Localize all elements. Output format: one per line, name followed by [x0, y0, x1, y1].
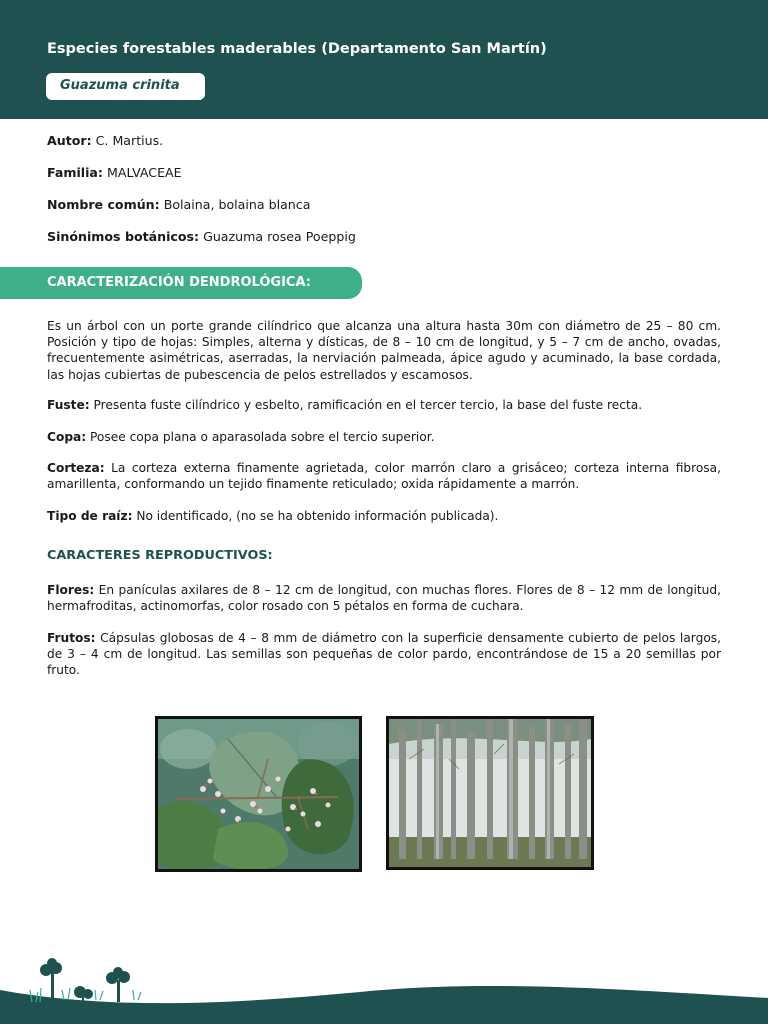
- copa-paragraph: [47, 429, 721, 445]
- nombre-comun-value: Bolaina, bolaina blanca: [159, 197, 311, 212]
- corteza-paragraph: [47, 460, 721, 492]
- copa-label: Copa:: [47, 430, 87, 444]
- page-header: [0, 0, 768, 119]
- raiz-paragraph: [47, 508, 721, 524]
- autor-label: Autor:: [47, 133, 92, 148]
- footer-decoration: [0, 950, 768, 1024]
- copa-text: Posee copa plana o aparasolada sobre el tercio superior.: [86, 430, 435, 444]
- familia-value: MALVACEAE: [102, 165, 182, 180]
- trees-silhouette-icon: [40, 958, 130, 1004]
- autor-value: C. Martius.: [91, 133, 164, 148]
- raiz-text: No identificado, (no se ha obtenido información publicada).: [132, 509, 499, 523]
- dendrologica-heading: CARACTERIZACIÓN DENDROLÓGICA:: [47, 275, 311, 290]
- flores-paragraph: [47, 582, 721, 614]
- leaves-flowers-image: [158, 719, 359, 869]
- familia-label: Familia:: [47, 165, 103, 180]
- sinonimos-value: Guazuma rosea Poeppig: [199, 229, 356, 244]
- corteza-text: La corteza externa finamente agrietada, color marrón claro a grisáceo; corteza interna fibrosa, amarillenta, conformando un tejido finamente reticulado; oxida rápidamente a marrón.: [47, 461, 721, 492]
- leaves-flowers-photo: [155, 716, 362, 872]
- nombre-comun-line: [47, 197, 310, 212]
- fuste-text: Presenta fuste cilíndrico y esbelto, ramificación en el tercer tercio, la base del fuste recta.: [89, 398, 643, 412]
- raiz-label: Tipo de raíz:: [47, 509, 133, 523]
- dendrologica-banner: [0, 267, 362, 299]
- familia-line: [47, 165, 182, 180]
- fuste-paragraph: [47, 397, 721, 413]
- reproductivos-heading: CARACTERES REPRODUCTIVOS:: [47, 548, 273, 563]
- page-title: Especies forestables maderables (Departamento San Martín): [47, 41, 547, 57]
- corteza-label: Corteza:: [47, 461, 105, 475]
- intro-paragraph: Es un árbol con un porte grande cilíndrico que alcanza una altura hasta 30m con diámetro de 25 – 80 cm. Posición y tipo de hojas: Simples, alterna y dísticas, de 8 – 10 cm de longitud, y 5 – 7 cm de ancho, ovadas, frecuentemente asimétricas, aserradas, la nerviación palmeada, ápice agudo y acuminado, la base cordada, las hojas cubiertas de pubescencia de pelos estrellados y escamosos.: [47, 319, 721, 382]
- frutos-paragraph: [47, 630, 721, 679]
- species-name: Guazuma crinita: [60, 78, 180, 93]
- frutos-label: Frutos:: [47, 631, 96, 645]
- sinonimos-line: [47, 229, 356, 244]
- fuste-label: Fuste:: [47, 398, 90, 412]
- nombre-comun-label: Nombre común:: [47, 197, 160, 212]
- flores-label: Flores:: [47, 583, 95, 597]
- flores-text: En panículas axilares de 8 – 12 cm de longitud, con muchas flores. Flores de 8 – 12 mm de longitud, hermafroditas, actinomorfas, color rosado con 5 pétalos en forma de cuchara.: [47, 583, 721, 614]
- autor-line: [47, 133, 163, 148]
- species-badge: [46, 73, 205, 100]
- frutos-text: Cápsulas globosas de 4 – 8 mm de diámetro con la superficie densamente cubierto de pelos largos, de 3 – 4 cm de longitud. Las semillas son pequeñas de color pardo, encontrándose de 15 a 20 semillas por fruto.: [47, 631, 721, 678]
- forest-trunks-image: [389, 719, 591, 867]
- sinonimos-label: Sinónimos botánicos:: [47, 229, 200, 244]
- forest-trunks-photo: [386, 716, 594, 870]
